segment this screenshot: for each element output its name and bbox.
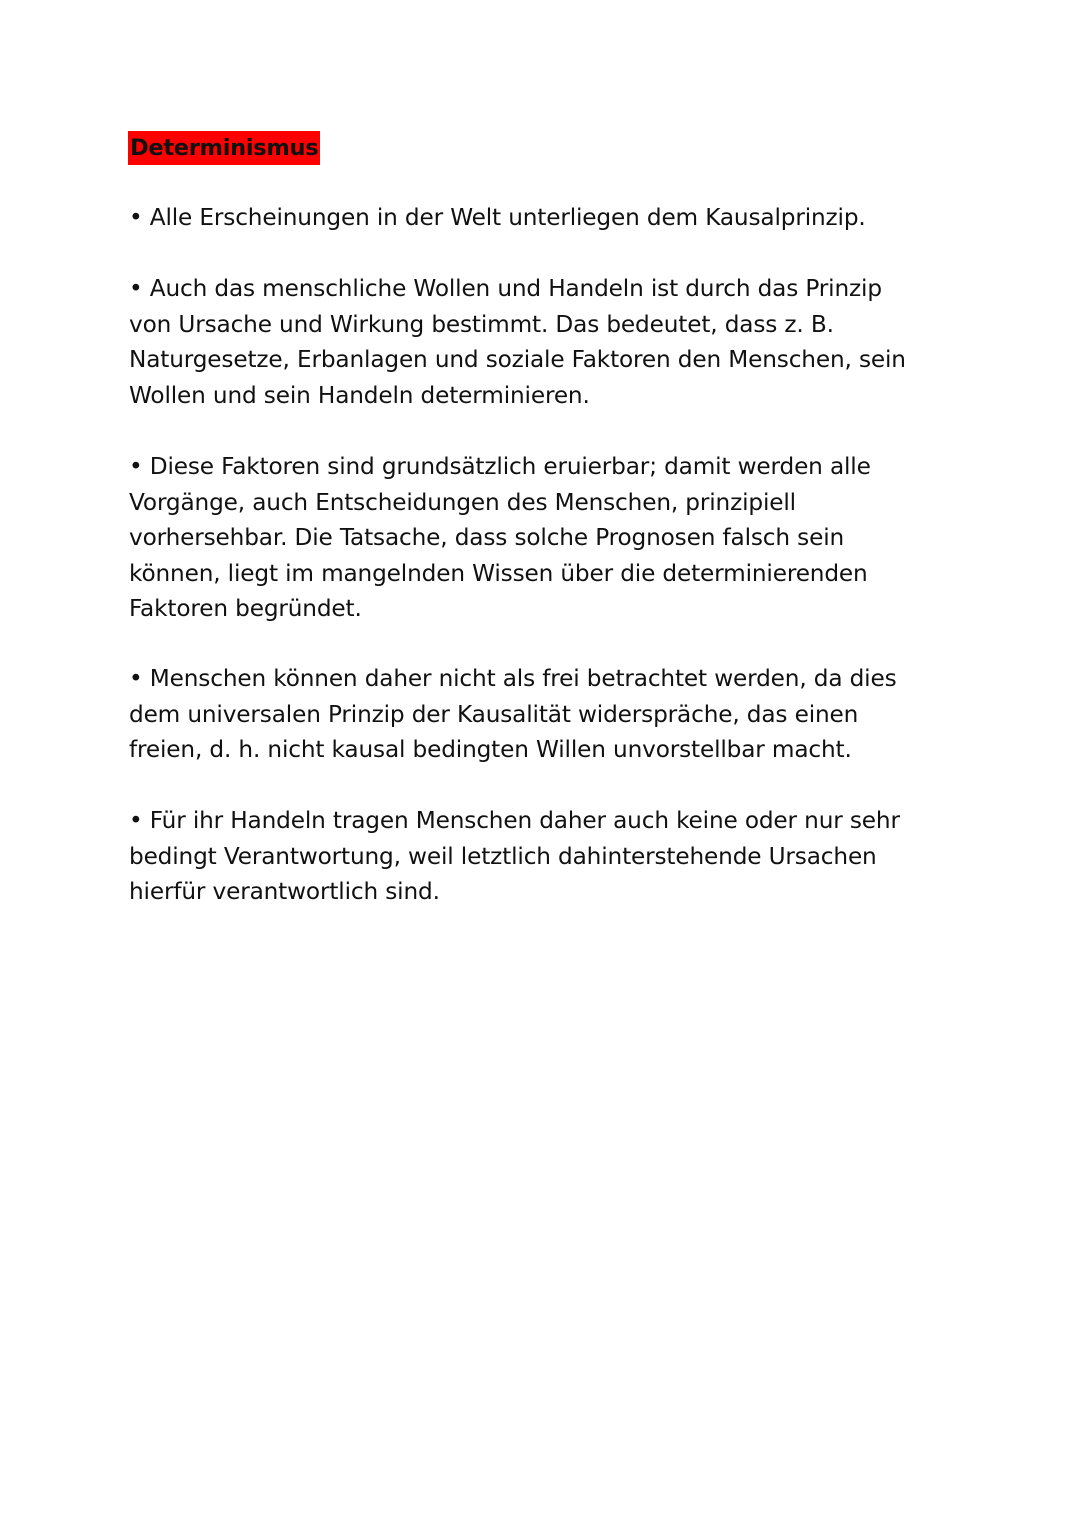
line-text: Für ihr Handeln tragen Menschen daher auch keine oder nur sehr: [149, 807, 900, 834]
bullet-paragraph-2: [129, 271, 929, 413]
bullet-icon: •: [129, 807, 143, 834]
paragraph-line: [129, 449, 929, 485]
paragraph-line: Naturgesetze, Erbanlagen und soziale Faktoren den Menschen, sein: [129, 346, 906, 373]
line-text: Alle Erscheinungen in der Welt unterliegen dem Kausalprinzip.: [149, 204, 866, 231]
bullet-icon: •: [129, 453, 143, 480]
bullet-icon: •: [129, 204, 143, 231]
paragraph-line: vorhersehbar. Die Tatsache, dass solche Prognosen falsch sein: [129, 524, 845, 551]
bullet-paragraph-5: [129, 803, 929, 910]
paragraph-line: können, liegt im mangelnden Wissen über die determinierenden: [129, 559, 868, 587]
bullet-icon: •: [129, 665, 143, 692]
line-text: Menschen können daher nicht als frei betrachtet werden, da dies: [149, 665, 897, 692]
paragraph-line: Vorgänge, auch Entscheidungen des Menschen, prinzipiell: [129, 488, 796, 516]
paragraph-line: hierfür verantwortlich sind.: [129, 878, 440, 905]
paragraph-line: von Ursache und Wirkung bestimmt. Das bedeutet, dass z. B.: [129, 310, 834, 338]
paragraph-line: Wollen und sein Handeln determinieren.: [129, 381, 590, 409]
paragraph-line: dem universalen Prinzip der Kausalität widerspräche, das einen: [129, 700, 859, 728]
paragraph-line: [129, 200, 929, 236]
bullet-icon: •: [129, 275, 143, 302]
bullet-paragraph-4: [129, 661, 929, 768]
line-text: Diese Faktoren sind grundsätzlich eruierbar; damit werden alle: [149, 453, 871, 480]
paragraph-line: Faktoren begründet.: [129, 595, 362, 622]
bullet-paragraph-1: [129, 200, 929, 236]
paragraph-line: [129, 661, 929, 697]
paragraph-line: bedingt Verantwortung, weil letztlich dahinterstehende Ursachen: [129, 842, 877, 870]
bullet-paragraph-3: [129, 449, 929, 627]
paragraph-line: freien, d. h. nicht kausal bedingten Willen unvorstellbar macht.: [129, 736, 852, 763]
paragraph-line: [129, 271, 929, 307]
paragraph-line: [129, 803, 929, 839]
line-text: Auch das menschliche Wollen und Handeln ist durch das Prinzip: [149, 275, 882, 302]
document-heading: Determinismus: [128, 131, 320, 165]
